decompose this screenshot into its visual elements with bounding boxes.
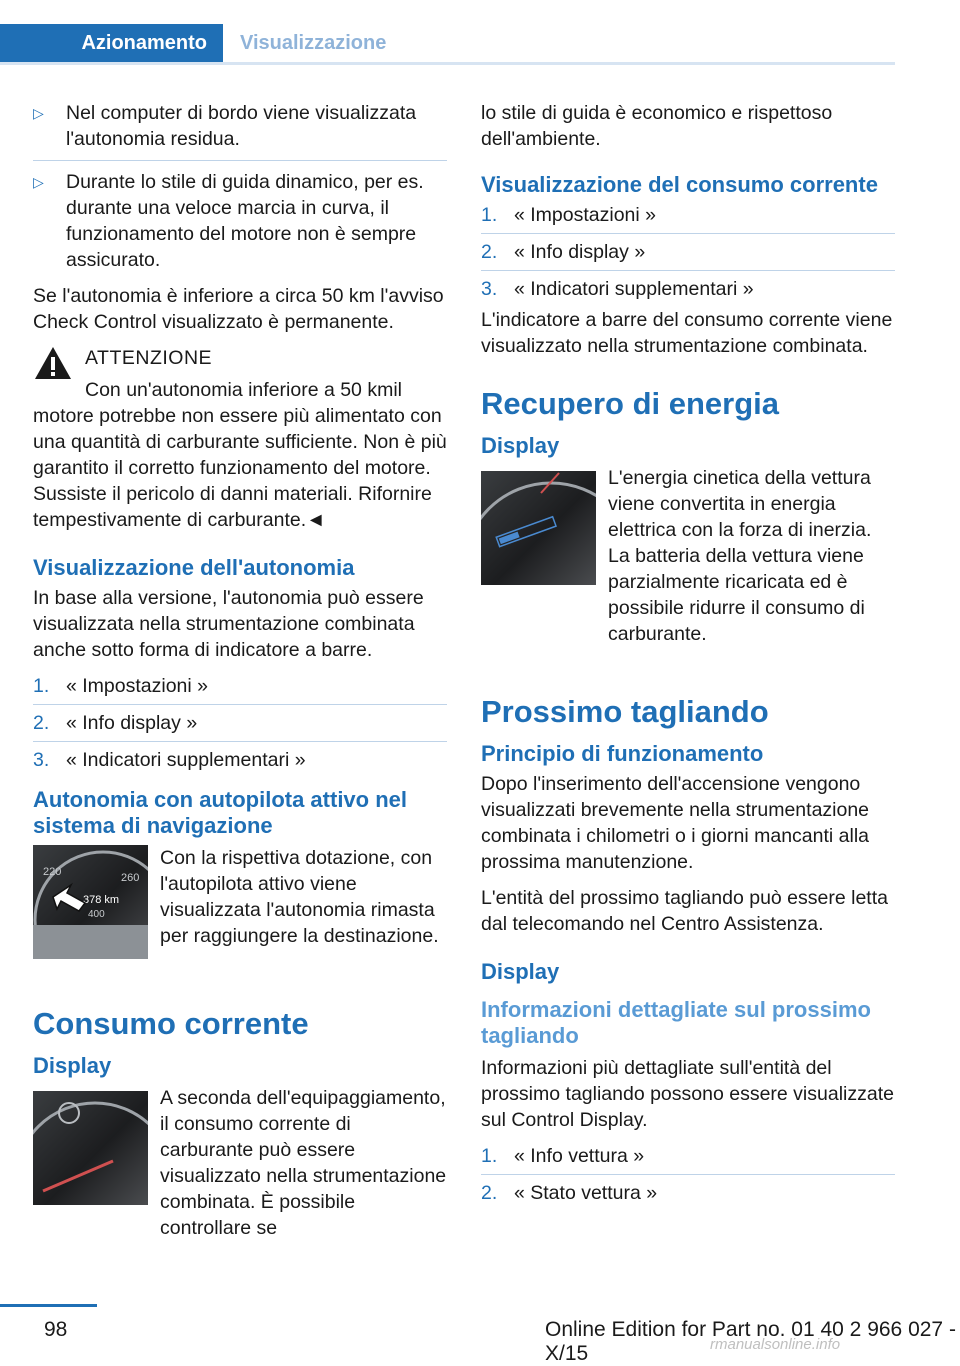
heading-recupero-energia: Recupero di energia bbox=[481, 386, 780, 421]
step-text: « Info display » bbox=[66, 712, 198, 734]
page-number: 98 bbox=[44, 1318, 68, 1341]
header-tabs bbox=[0, 24, 895, 65]
bullet-text: Durante lo stile di guida dinamico, per es. durante una veloce marcia in curva, il funzionamento del motore non è sempre assicurato. bbox=[66, 171, 424, 271]
step-text: « Impostazioni » bbox=[66, 675, 208, 697]
heading-display: Display bbox=[33, 1053, 112, 1078]
figure-caption: L'energia cinetica della vettura viene convertita in energia elettrica con la forza di inerzia. La batteria della vettura viene parzialmente ricaricata ed è possibile ridurre il consumo di carburante. bbox=[608, 467, 872, 645]
warning-box bbox=[33, 345, 447, 533]
paragraph: lo stile di guida è economico e rispettoso dell'ambiente. bbox=[481, 102, 833, 150]
divider bbox=[33, 741, 447, 742]
gauge-tick-label: 220 bbox=[43, 866, 62, 878]
step-number: 3. bbox=[481, 278, 498, 300]
warning-title: ATTENZIONE bbox=[85, 347, 213, 369]
heading-autonomia: Visualizzazione dell'autonomia bbox=[33, 555, 355, 580]
step-number: 1. bbox=[481, 204, 498, 226]
step-text: « Indicatori supplementari » bbox=[66, 749, 306, 771]
left-column bbox=[33, 100, 447, 1241]
divider bbox=[33, 704, 447, 705]
warning-text: motore potrebbe non essere più alimentato con una quantità di carburante sufficiente. Non è più garantito il corretto funzionamento del motore. Sussiste il pericolo di danni materiali. Rifornire tempestivamente di carburante.◄ bbox=[33, 405, 447, 531]
step-text: « Stato vettura » bbox=[514, 1182, 658, 1204]
heading-vis-consumo: Visualizzazione del consumo corrente bbox=[481, 172, 878, 197]
step-number: 1. bbox=[481, 1145, 498, 1167]
step-number: 2. bbox=[481, 241, 498, 263]
step-item bbox=[33, 673, 447, 699]
gauge-image bbox=[33, 845, 148, 959]
heading-informazioni: Informazioni dettagliate sul prossimo tagliando bbox=[481, 997, 871, 1048]
footer-edition: Online Edition for Part no. 01 40 2 966 027 - X/15 bbox=[545, 1318, 956, 1365]
step-item bbox=[481, 1180, 895, 1206]
step-text: « Indicatori supplementari » bbox=[514, 278, 754, 300]
step-text: « Impostazioni » bbox=[514, 204, 656, 226]
figure-row bbox=[33, 1085, 447, 1241]
figure-caption: A seconda dell'equipaggiamento, il consumo corrente di carburante può essere visualizzato nella strumentazione combinata. È possibile controllare se bbox=[160, 1087, 447, 1239]
paragraph: Se l'autonomia è inferiore a circa 50 km l'avviso Check Control visualizzato è permanente. bbox=[33, 285, 444, 333]
heading-consumo-corrente: Consumo corrente bbox=[33, 1006, 309, 1041]
bullet-item bbox=[33, 169, 447, 273]
triangle-bullet-icon: ▷ bbox=[33, 174, 44, 190]
step-number: 3. bbox=[33, 749, 50, 771]
gauge-tick-label: 260 bbox=[121, 872, 140, 884]
gauge-autonomia-figure bbox=[33, 845, 148, 959]
gauge-consumo-figure bbox=[33, 1091, 148, 1205]
step-number: 1. bbox=[33, 675, 50, 697]
tab-visualizzazione[interactable]: Visualizzazione bbox=[240, 32, 387, 54]
step-item bbox=[33, 710, 447, 736]
bullet-text: Nel computer di bordo viene visualizzata l'autonomia residua. bbox=[66, 102, 417, 150]
divider bbox=[481, 233, 895, 234]
paragraph: Dopo l'inserimento dell'accensione vengono visualizzati brevemente nella strumentazione combinata i chilometri o i giorni mancanti alla prossima manutenzione. bbox=[481, 773, 870, 873]
energy-gauge-image bbox=[481, 471, 596, 585]
heading-autopilota: Autonomia con autopilota attivo nel sistema di navigazione bbox=[33, 787, 407, 838]
step-number: 2. bbox=[481, 1182, 498, 1204]
footer-rule bbox=[0, 1304, 97, 1307]
step-text: « Info display » bbox=[514, 241, 646, 263]
divider bbox=[481, 1174, 895, 1175]
heading-display: Display bbox=[481, 959, 560, 984]
figure-row bbox=[481, 465, 895, 647]
heading-prossimo-tagliando: Prossimo tagliando bbox=[481, 694, 769, 729]
right-column bbox=[481, 100, 895, 1211]
step-item bbox=[33, 747, 447, 773]
paragraph: L'entità del prossimo tagliando può essere letta dal telecomando nel Centro Assistenza. bbox=[481, 887, 888, 935]
warning-icon bbox=[33, 345, 73, 381]
paragraph: Informazioni più dettagliate sull'entità del prossimo tagliando possono essere visualizzate sul Control Display. bbox=[481, 1057, 894, 1131]
figure-caption: Con la rispettiva dotazione, con l'autopilota attivo viene visualizzata l'autonomia rimasta per raggiungere la destinazione. bbox=[160, 847, 439, 947]
consumption-gauge-image bbox=[33, 1091, 148, 1205]
paragraph: In base alla versione, l'autonomia può essere visualizzata nella strumentazione combinata anche sotto forma di indicatore a barre. bbox=[33, 587, 424, 661]
figure-row bbox=[33, 845, 447, 959]
step-item bbox=[481, 276, 895, 302]
step-item bbox=[481, 202, 895, 228]
step-text: « Info vettura » bbox=[514, 1145, 645, 1167]
bullet-item bbox=[33, 100, 447, 152]
heading-display: Display bbox=[481, 433, 560, 458]
divider bbox=[481, 270, 895, 271]
heading-principio: Principio di funzionamento bbox=[481, 741, 764, 766]
divider bbox=[33, 160, 447, 161]
paragraph: L'indicatore a barre del consumo corrente viene visualizzato nella strumentazione combinata. bbox=[481, 309, 893, 357]
warning-text-first: Con un'autonomia inferiore a 50 kmil bbox=[85, 379, 402, 401]
tab-azionamento[interactable]: Azionamento bbox=[0, 24, 223, 62]
step-item bbox=[481, 1143, 895, 1169]
watermark: rmanualsonline.info bbox=[710, 1336, 841, 1353]
gauge-range-label: 378 km bbox=[83, 894, 120, 906]
triangle-bullet-icon: ▷ bbox=[33, 105, 44, 121]
step-number: 2. bbox=[33, 712, 50, 734]
gauge-tick-label: 400 bbox=[88, 909, 105, 920]
step-item bbox=[481, 239, 895, 265]
gauge-energia-figure bbox=[481, 471, 596, 585]
